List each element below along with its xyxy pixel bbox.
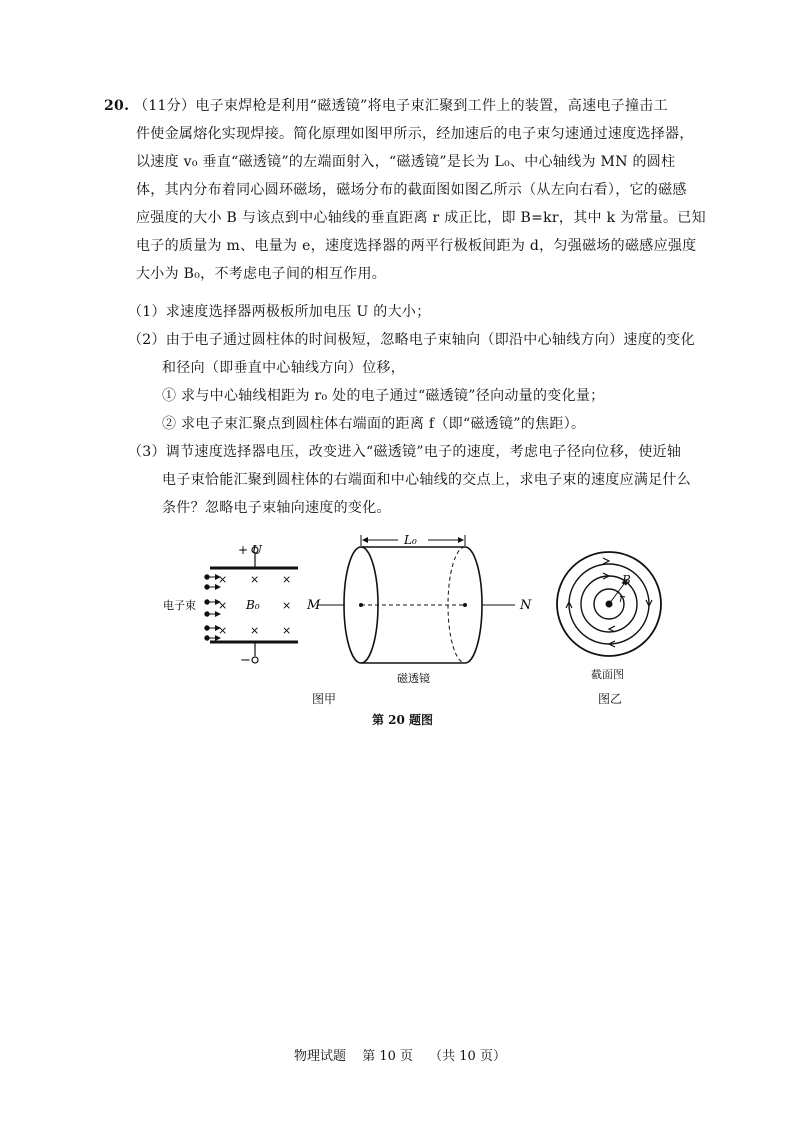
question-points: （11分） [134, 98, 196, 114]
intro-line-4: 应强度的大小 B 与该点到中心轴线的垂直距离 r 成正比，即 B=kr，其中 k 为常量。已知 [136, 210, 706, 226]
part-2-sub-1: ① 求与中心轴线相距为 r₀ 处的电子通过“磁透镜”径向动量的变化量； [162, 388, 605, 404]
part-2-line-0: （2）由于电子通过圆柱体的时间极短，忽略电子束轴向（即沿中心轴线方向）速度的变化 [128, 332, 695, 348]
figure-caption: 第 20 题图 [372, 713, 434, 727]
axis-point-left [359, 603, 363, 607]
intro-line-2: 以速度 v₀ 垂直“磁透镜”的左端面射入，“磁透镜”是长为 L₀、中心轴线为 MN 的圆柱 [136, 154, 676, 170]
intro-line-0 [104, 92, 724, 120]
footer-page: 第 10 页 [362, 1049, 413, 1064]
intro-text-0: 电子束焊枪是利用“磁透镜”将电子束汇聚到工件上的装置，高速电子撞击工 [195, 98, 668, 114]
fig-yi-label: 图乙 [598, 692, 623, 706]
cross: × [250, 624, 260, 637]
lens-right-face-front [465, 547, 482, 663]
question-intro-rest [136, 120, 736, 288]
part-2-line-1: 和径向（即垂直中心轴线方向）位移， [162, 360, 406, 376]
part-3-line-1: 电子束恰能汇聚到圆柱体的右端面和中心轴线的交点上，求电子束的速度应满足什么 [162, 472, 692, 488]
intro-line-5: 电子的质量为 m、电量为 e，速度选择器的两平行极板间距为 d，匀强磁场的磁感应强度 [136, 238, 697, 254]
part-1-text: （1）求速度选择器两极板所加电压 U 的大小； [128, 304, 431, 320]
part-3-line-0: （3）调节速度选择器电压，改变进入“磁透镜”电子的速度，考虑电子径向位移，使近轴 [128, 444, 682, 460]
minus-label: − [240, 653, 251, 668]
part-2-sub-2: ② 求电子束汇聚点到圆柱体右端面的距离 f（即“磁透镜”的焦距）。 [162, 416, 586, 432]
lens-label: 磁透镜 [397, 672, 430, 685]
fig-jia-label: 图甲 [312, 692, 337, 706]
intro-line-3: 体，其内分布着同心圆环磁场，磁场分布的截面图如图乙所示（从左向右看），它的磁感 [136, 182, 687, 198]
cross: × [282, 624, 292, 637]
page-footer [0, 1045, 800, 1064]
cross: × [218, 573, 228, 586]
question-intro [104, 92, 724, 120]
intro-line-6: 大小为 B₀，不考虑电子间的相互作用。 [136, 266, 387, 282]
footer-total: （共 10 页） [429, 1049, 506, 1064]
ring-arrow [603, 558, 609, 564]
b0-label: B₀ [246, 598, 260, 612]
part-3-line-2: 条件？忽略电子束轴向速度的变化。 [162, 500, 391, 516]
cross: × [250, 573, 260, 586]
m-label: M [307, 598, 321, 613]
r-label: r [619, 592, 625, 605]
plus-u-label: + U [238, 543, 262, 557]
section-label: 截面图 [591, 668, 624, 681]
l0-label: L₀ [404, 533, 417, 547]
footer-subject: 物理试题 [294, 1049, 347, 1064]
cross: × [218, 624, 228, 637]
ring-arrow [609, 626, 615, 632]
velocity-selector [163, 543, 298, 668]
n-label: N [520, 598, 532, 613]
part-3 [128, 438, 691, 522]
cross-section [557, 552, 661, 656]
question-number: 20. [104, 98, 130, 114]
b-label: B [622, 573, 631, 587]
beam-label: 电子束 [163, 599, 196, 612]
cross: × [282, 599, 292, 612]
magnetic-lens [306, 533, 532, 685]
figure-diagram [0, 530, 800, 730]
bottom-terminal-node [252, 657, 258, 663]
part-1 [128, 298, 431, 326]
part-2-sub [162, 382, 604, 438]
intro-line-1: 件使金属熔化实现焊接。简化原理如图甲所示，经加速后的电子束匀速通过速度选择器， [136, 126, 694, 142]
axis-point-right [463, 603, 467, 607]
part-2 [128, 326, 695, 382]
cross: × [282, 573, 292, 586]
cross: × [218, 599, 228, 612]
